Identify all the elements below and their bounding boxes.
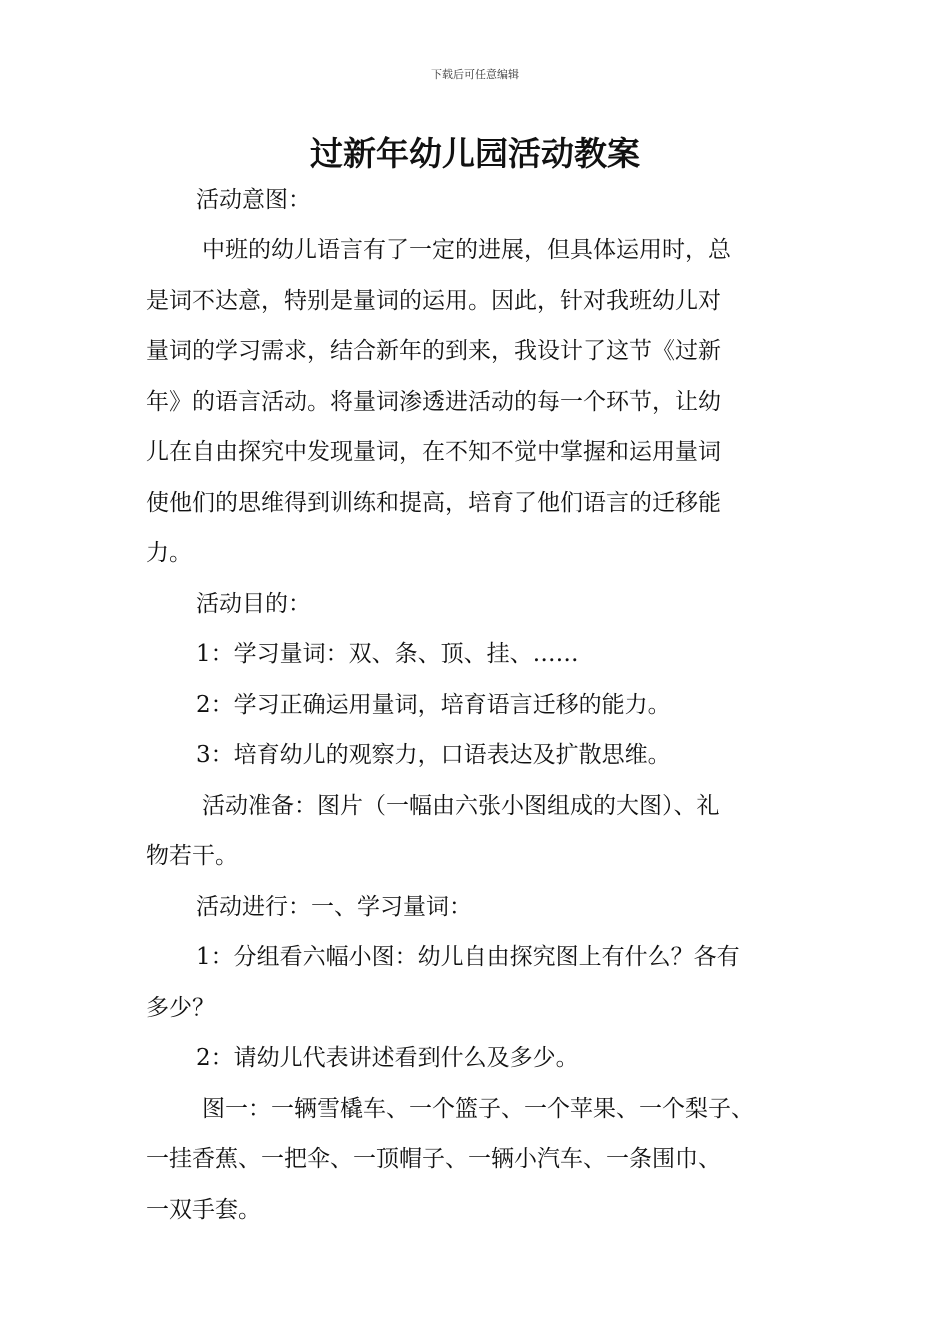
paragraph-line: 中班的幼儿语言有了一定的进展，但具体运用时，总 (202, 237, 731, 263)
figure-line: 一挂香蕉、一把伞、一顶帽子、一辆小汽车、一条围巾、 (146, 1146, 721, 1172)
goal-item: 3：培育幼儿的观察力，口语表达及扩散思维。 (196, 742, 671, 768)
paragraph-line: 量词的学习需求，结合新年的到来，我设计了这节《过新 (146, 338, 721, 364)
goal-item: 1：学习量词：双、条、顶、挂、…… (196, 641, 579, 667)
paragraph-line: 年》的语言活动。将量词渗透进活动的每一个环节，让幼 (146, 389, 721, 415)
prep-line: 物若干。 (146, 843, 238, 869)
page-header-note: 下载后可任意编辑 (431, 68, 519, 81)
figure-line: 图一：一辆雪橇车、一个篮子、一个苹果、一个梨子、 (202, 1096, 754, 1122)
process-heading: 活动进行：一、学习量词： (196, 894, 472, 920)
goals-heading: 活动目的： (196, 591, 311, 617)
document-title: 过新年幼儿园活动教案 (310, 134, 640, 173)
figure-line: 一双手套。 (146, 1197, 261, 1223)
paragraph-line: 使他们的思维得到训练和提高，培育了他们语言的迁移能 (146, 490, 721, 516)
step-line: 2：请幼儿代表讲述看到什么及多少。 (196, 1045, 579, 1071)
paragraph-line: 是词不达意，特别是量词的运用。因此，针对我班幼儿对 (146, 288, 721, 314)
goal-item: 2：学习正确运用量词，培育语言迁移的能力。 (196, 692, 671, 718)
step-line: 多少？ (146, 995, 215, 1021)
step-line: 1：分组看六幅小图：幼儿自由探究图上有什么？各有 (196, 944, 740, 970)
paragraph-line: 力。 (146, 540, 192, 566)
intent-heading: 活动意图： (196, 187, 311, 213)
prep-line: 活动准备：图片（一幅由六张小图组成的大图）、礼 (202, 793, 720, 819)
paragraph-line: 儿在自由探究中发现量词，在不知不觉中掌握和运用量词 (146, 439, 721, 465)
